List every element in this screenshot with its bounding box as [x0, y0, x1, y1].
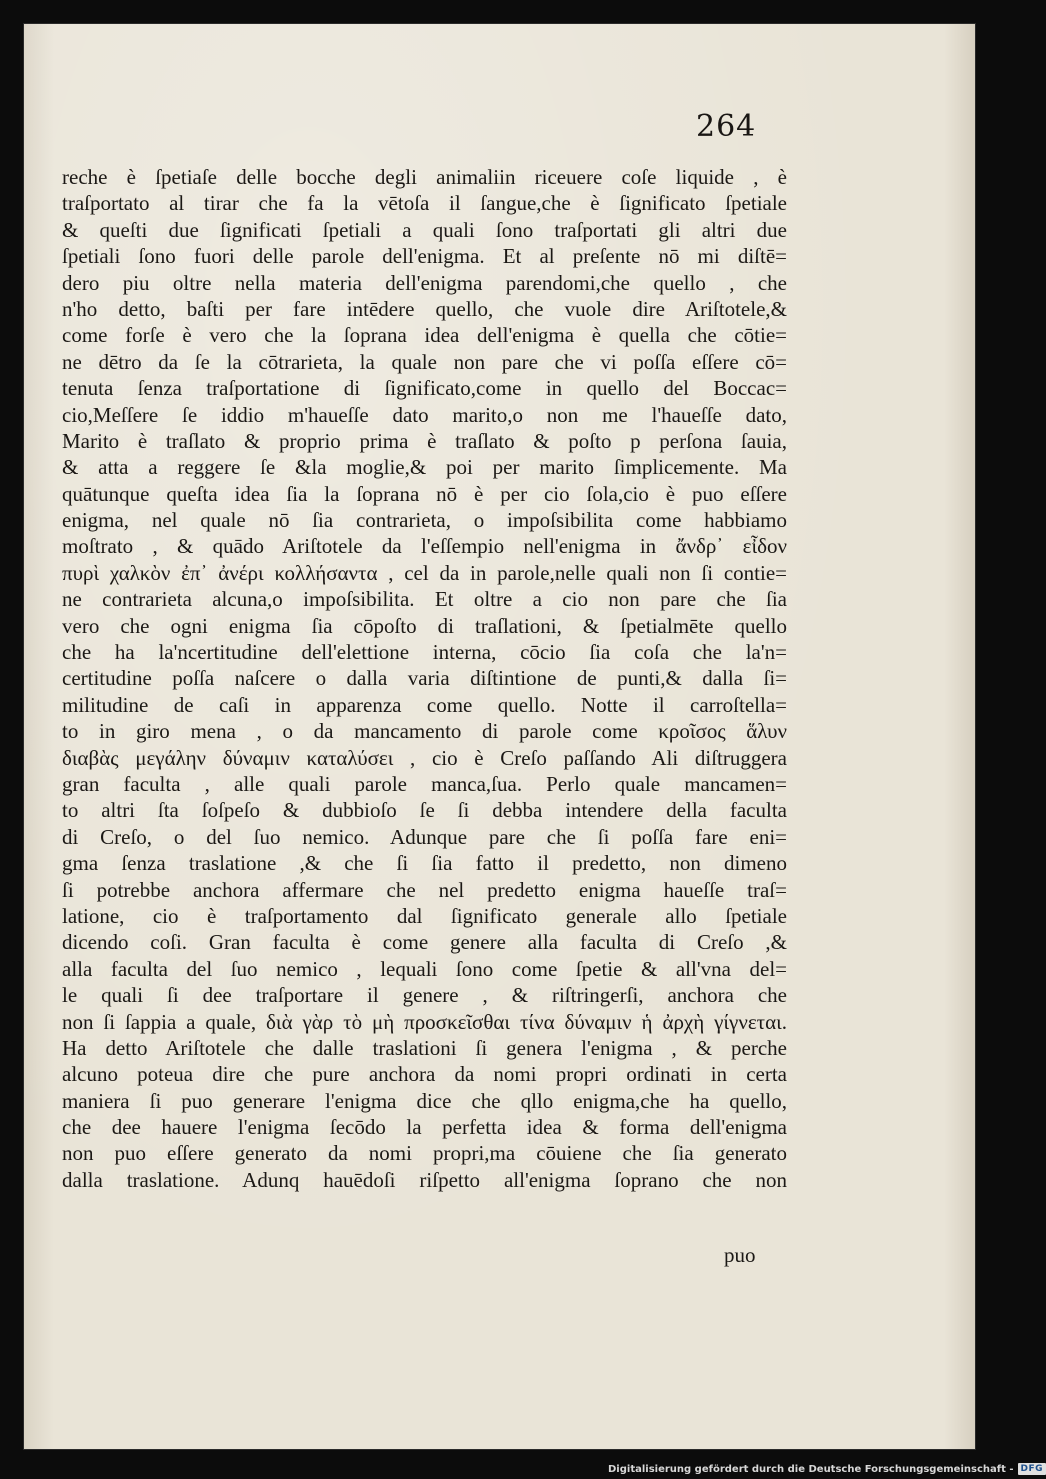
text-line: alcuno poteua dire che pure anchora da nomi propri ordinati in certa	[62, 1062, 787, 1087]
text-line: Ha detto Ariſtotele che dalle traslationi ſi genera l'enigma , & perche	[62, 1035, 787, 1060]
text-line: n'ho detto, baſti per fare intēdere quello, che vuole dire Ariſtotele,&	[62, 296, 787, 321]
text-line: Marito è traſlato & proprio prima è traſlato & poſto p perſona ſauia,	[62, 428, 787, 453]
dfg-logo-text: DFG	[1020, 1464, 1044, 1474]
text-line: di Creſo, o del ſuo nemico. Adunque pare che ſi poſſa fare eni=	[62, 824, 787, 849]
text-line: traſportato al tirar che fa la vētoſa il ſangue,che è ſignificato ſpetiale	[62, 191, 787, 216]
text-line: to in giro mena , o da mancamento di parole come κροῖσος ἅλυν	[62, 719, 787, 744]
text-line: reche è ſpetiaſe delle bocche degli animaliin riceuere coſe liquide , è	[62, 165, 787, 189]
text-line: militudine de caſi in apparenza come quello. Notte il carroſtella=	[62, 692, 787, 717]
text-line: certitudine poſſa naſcere o dalla varia diſtintione de punti,& dalla ſi=	[62, 666, 787, 691]
text-line: enigma, nel quale nō ſia contrarieta, o impoſsibilita come habbiamo	[62, 508, 787, 533]
footer-credit: Digitalisierung gefördert durch die Deutsche Forschungsgemeinschaft -	[608, 1463, 1014, 1475]
text-line: cio,Meſſere ſe iddio m'haueſſe dato marito,o non me l'haueſſe dato,	[62, 402, 787, 427]
text-line: quātunque queſta idea ſia la ſoprana nō è per cio ſola,cio è puo eſſere	[62, 481, 787, 506]
text-line: non puo eſſere generato da nomi propri,ma cōuiene che ſia generato	[62, 1141, 787, 1166]
text-line: maniera ſi puo generare l'enigma dice che qllo enigma,che ha quello,	[62, 1088, 787, 1113]
text-line: le quali ſi dee traſportare il genere , & riſtringerſi, anchora che	[62, 983, 787, 1008]
text-line: ne contrarieta alcuna,o impoſsibilita. Et oltre a cio non pare che ſia	[62, 587, 787, 612]
text-line: dero piu oltre nella materia dell'enigma parendomi,che quello , che	[62, 270, 787, 295]
book-page	[24, 24, 975, 1449]
text-line: & queſti due ſignificati ſpetiali a quali ſono traſportati gli altri due	[62, 217, 787, 242]
text-line: ne dētro da ſe la cōtrarieta, la quale non pare che vi poſſa eſſere cō=	[62, 349, 787, 374]
text-line: dalla traslatione. Adunq hauēdoſi riſpetto all'enigma ſoprano che non	[62, 1167, 787, 1192]
text-line: ſi potrebbe anchora affermare che nel predetto enigma haueſſe traſ=	[62, 877, 787, 902]
dfg-logo-icon	[1018, 1463, 1046, 1475]
text-line: alla faculta del ſuo nemico , lequali ſono come ſpetie & all'vna del=	[62, 956, 787, 981]
text-line: to altri ſta ſoſpeſo & dubbioſo ſe ſi debba intendere della faculta	[62, 798, 787, 823]
body-text	[62, 164, 787, 1193]
page-number: 264	[696, 109, 757, 144]
text-line: dicendo coſi. Gran faculta è come genere alla faculta di Creſo ,&	[62, 930, 787, 955]
text-line: tenuta ſenza traſportatione di ſignificato,come in quello del Boccac=	[62, 376, 787, 401]
text-line: come forſe è vero che la ſoprana idea dell'enigma è quella che cōtie=	[62, 323, 787, 348]
text-line: che dee hauere l'enigma ſecōdo la perfetta idea & forma dell'enigma	[62, 1115, 787, 1140]
text-line: gma ſenza traslatione ,& che ſi ſia fatto il predetto, non dimeno	[62, 851, 787, 876]
text-line: πυρὶ χαλκὸν ἐπ᾽ ἀνέρι κολλήσαντα , cel da in parole,nelle quali non ſi contie=	[62, 560, 787, 585]
funding-footer	[608, 1462, 1046, 1476]
text-line: & atta a reggere ſe &la moglie,& poi per marito ſimplicemente. Ma	[62, 455, 787, 480]
text-line: latione, cio è traſportamento dal ſignificato generale allo ſpetiale	[62, 903, 787, 928]
text-line: che ha la'ncertitudine dell'elettione interna, cōcio ſia coſa che la'n=	[62, 640, 787, 665]
text-line: moſtrato , & quādo Ariſtotele da l'eſſempio nell'enigma in ἄνδρ᾽ εἶδον	[62, 534, 787, 559]
text-line: non ſi ſappia a quale, διὰ γὰρ τὸ μὴ προσκεῖσθαι τίνα δύναμιν ἡ ἀρχὴ γίγνεται.	[62, 1009, 787, 1034]
catchword: puo	[724, 1243, 756, 1267]
text-line: διαβὰς μεγάλην δύναμιν καταλύσει , cio è Creſo paſſando Ali diſtruggera	[62, 745, 787, 770]
text-line: gran faculta , alle quali parole manca,ſua. Perlo quale mancamen=	[62, 771, 787, 796]
text-line: vero che ogni enigma ſia cōpoſto di traſlationi, & ſpetialmēte quello	[62, 613, 787, 638]
text-line: ſpetiali ſono fuori delle parole dell'enigma. Et al preſente nō mi diſtē=	[62, 244, 787, 269]
